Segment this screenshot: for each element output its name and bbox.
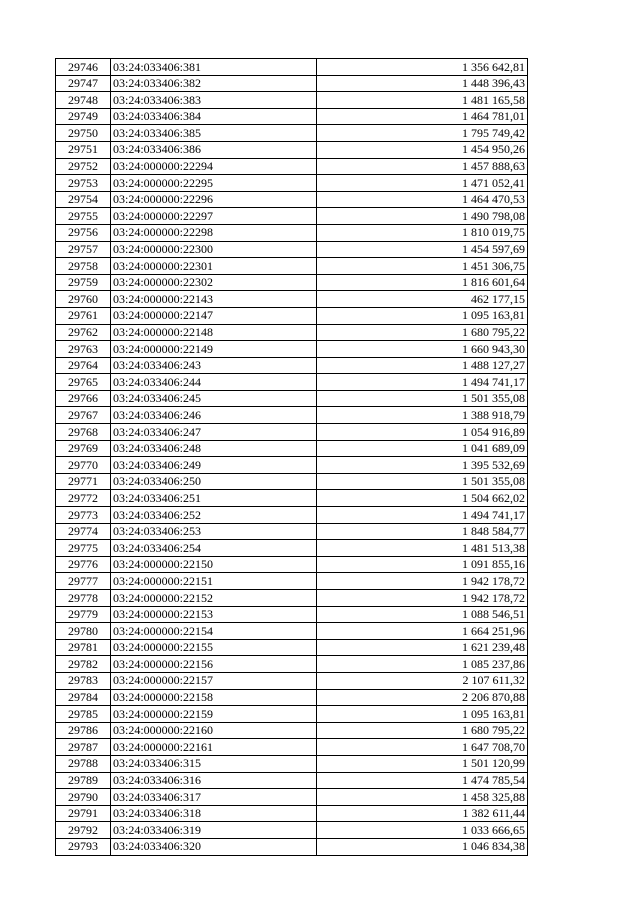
cadastral-value-cell: 1 680 795,22 (317, 324, 528, 341)
cadastral-value-cell: 1 474 785,54 (317, 772, 528, 789)
cadastral-number-cell: 03:24:033406:318 (111, 805, 317, 822)
row-number-cell: 29772 (56, 490, 111, 507)
cadastral-value-cell: 1 382 611,44 (317, 805, 528, 822)
cadastral-number-cell: 03:24:000000:22302 (111, 274, 317, 291)
cadastral-value-cell: 1 088 546,51 (317, 606, 528, 623)
table-row (56, 75, 528, 92)
row-number-cell: 29793 (56, 838, 111, 855)
table-row (56, 722, 528, 739)
cadastral-value-table (55, 58, 528, 856)
cadastral-value-cell: 1 464 781,01 (317, 108, 528, 125)
row-number-cell: 29752 (56, 158, 111, 175)
row-number-cell: 29764 (56, 357, 111, 374)
table-row (56, 341, 528, 358)
cadastral-value-cell: 1 501 120,99 (317, 755, 528, 772)
cadastral-number-cell: 03:24:000000:22150 (111, 556, 317, 573)
cadastral-number-cell: 03:24:033406:247 (111, 424, 317, 441)
row-number-cell: 29789 (56, 772, 111, 789)
table-row (56, 258, 528, 275)
cadastral-value-cell: 1 481 165,58 (317, 92, 528, 109)
cadastral-number-cell: 03:24:000000:22155 (111, 639, 317, 656)
row-number-cell: 29751 (56, 141, 111, 158)
cadastral-value-cell: 1 095 163,81 (317, 706, 528, 723)
row-number-cell: 29781 (56, 639, 111, 656)
cadastral-number-cell: 03:24:000000:22154 (111, 623, 317, 640)
table-row (56, 407, 528, 424)
table-row (56, 623, 528, 640)
cadastral-number-cell: 03:24:033406:250 (111, 473, 317, 490)
cadastral-value-cell: 462 177,15 (317, 291, 528, 308)
cadastral-value-cell: 1 942 178,72 (317, 590, 528, 607)
table-row (56, 672, 528, 689)
row-number-cell: 29783 (56, 672, 111, 689)
cadastral-value-cell: 1 454 950,26 (317, 141, 528, 158)
cadastral-number-cell: 03:24:033406:386 (111, 141, 317, 158)
row-number-cell: 29757 (56, 241, 111, 258)
row-number-cell: 29790 (56, 789, 111, 806)
table-row (56, 274, 528, 291)
row-number-cell: 29774 (56, 523, 111, 540)
row-number-cell: 29768 (56, 424, 111, 441)
row-number-cell: 29760 (56, 291, 111, 308)
row-number-cell: 29753 (56, 175, 111, 192)
cadastral-number-cell: 03:24:033406:381 (111, 59, 317, 76)
cadastral-value-cell: 1 454 597,69 (317, 241, 528, 258)
row-number-cell: 29759 (56, 274, 111, 291)
cadastral-number-cell: 03:24:033406:244 (111, 374, 317, 391)
row-number-cell: 29771 (56, 473, 111, 490)
cadastral-value-cell: 1 848 584,77 (317, 523, 528, 540)
cadastral-number-cell: 03:24:033406:319 (111, 822, 317, 839)
table-row (56, 208, 528, 225)
row-number-cell: 29778 (56, 590, 111, 607)
table-row (56, 141, 528, 158)
row-number-cell: 29770 (56, 457, 111, 474)
table-row (56, 291, 528, 308)
cadastral-number-cell: 03:24:000000:22158 (111, 689, 317, 706)
table-row (56, 307, 528, 324)
row-number-cell: 29750 (56, 125, 111, 142)
cadastral-value-cell: 1 457 888,63 (317, 158, 528, 175)
table-row (56, 789, 528, 806)
cadastral-value-cell: 1 660 943,30 (317, 341, 528, 358)
row-number-cell: 29767 (56, 407, 111, 424)
row-number-cell: 29765 (56, 374, 111, 391)
cadastral-value-cell: 1 810 019,75 (317, 224, 528, 241)
row-number-cell: 29785 (56, 706, 111, 723)
table-row (56, 606, 528, 623)
cadastral-number-cell: 03:24:033406:245 (111, 390, 317, 407)
row-number-cell: 29775 (56, 540, 111, 557)
table-row (56, 573, 528, 590)
table-row (56, 324, 528, 341)
cadastral-value-cell: 1 501 355,08 (317, 473, 528, 490)
cadastral-number-cell: 03:24:000000:22148 (111, 324, 317, 341)
cadastral-number-cell: 03:24:033406:383 (111, 92, 317, 109)
cadastral-number-cell: 03:24:000000:22153 (111, 606, 317, 623)
cadastral-number-cell: 03:24:000000:22151 (111, 573, 317, 590)
cadastral-number-cell: 03:24:033406:243 (111, 357, 317, 374)
row-number-cell: 29784 (56, 689, 111, 706)
cadastral-value-cell: 1 091 855,16 (317, 556, 528, 573)
cadastral-number-cell: 03:24:000000:22143 (111, 291, 317, 308)
cadastral-number-cell: 03:24:000000:22300 (111, 241, 317, 258)
cadastral-number-cell: 03:24:033406:249 (111, 457, 317, 474)
cadastral-value-cell: 1 494 741,17 (317, 374, 528, 391)
cadastral-number-cell: 03:24:033406:251 (111, 490, 317, 507)
row-number-cell: 29761 (56, 307, 111, 324)
cadastral-value-cell: 1 395 532,69 (317, 457, 528, 474)
row-number-cell: 29776 (56, 556, 111, 573)
cadastral-value-cell: 1 664 251,96 (317, 623, 528, 640)
table-row (56, 424, 528, 441)
cadastral-number-cell: 03:24:000000:22160 (111, 722, 317, 739)
table-row (56, 175, 528, 192)
cadastral-number-cell: 03:24:033406:382 (111, 75, 317, 92)
cadastral-number-cell: 03:24:033406:315 (111, 755, 317, 772)
cadastral-value-cell: 1 647 708,70 (317, 739, 528, 756)
table-row (56, 241, 528, 258)
cadastral-value-cell: 1 816 601,64 (317, 274, 528, 291)
row-number-cell: 29763 (56, 341, 111, 358)
cadastral-number-cell: 03:24:000000:22156 (111, 656, 317, 673)
table-row (56, 59, 528, 76)
table-row (56, 490, 528, 507)
row-number-cell: 29791 (56, 805, 111, 822)
table-row (56, 125, 528, 142)
cadastral-number-cell: 03:24:000000:22147 (111, 307, 317, 324)
cadastral-value-cell: 1 085 237,86 (317, 656, 528, 673)
table-row (56, 440, 528, 457)
cadastral-value-cell: 1 356 642,81 (317, 59, 528, 76)
table-row (56, 656, 528, 673)
row-number-cell: 29787 (56, 739, 111, 756)
table-row (56, 838, 528, 855)
table-row (56, 639, 528, 656)
cadastral-number-cell: 03:24:000000:22294 (111, 158, 317, 175)
table-row (56, 457, 528, 474)
row-number-cell: 29762 (56, 324, 111, 341)
row-number-cell: 29754 (56, 191, 111, 208)
table-row (56, 374, 528, 391)
table-row (56, 805, 528, 822)
row-number-cell: 29748 (56, 92, 111, 109)
cadastral-number-cell: 03:24:033406:253 (111, 523, 317, 540)
cadastral-value-cell: 1 504 662,02 (317, 490, 528, 507)
row-number-cell: 29749 (56, 108, 111, 125)
cadastral-number-cell: 03:24:033406:254 (111, 540, 317, 557)
cadastral-number-cell: 03:24:033406:316 (111, 772, 317, 789)
row-number-cell: 29766 (56, 390, 111, 407)
row-number-cell: 29758 (56, 258, 111, 275)
cadastral-value-cell: 1 680 795,22 (317, 722, 528, 739)
cadastral-number-cell: 03:24:033406:248 (111, 440, 317, 457)
table-row (56, 224, 528, 241)
cadastral-value-cell: 1 481 513,38 (317, 540, 528, 557)
table-row (56, 507, 528, 524)
table-row (56, 772, 528, 789)
cadastral-number-cell: 03:24:000000:22297 (111, 208, 317, 225)
row-number-cell: 29746 (56, 59, 111, 76)
row-number-cell: 29756 (56, 224, 111, 241)
cadastral-number-cell: 03:24:000000:22301 (111, 258, 317, 275)
table-row (56, 822, 528, 839)
cadastral-value-cell: 1 471 052,41 (317, 175, 528, 192)
table-row (56, 590, 528, 607)
cadastral-number-cell: 03:24:033406:317 (111, 789, 317, 806)
cadastral-value-cell: 1 095 163,81 (317, 307, 528, 324)
cadastral-number-cell: 03:24:000000:22149 (111, 341, 317, 358)
table-row (56, 755, 528, 772)
cadastral-value-cell: 1 448 396,43 (317, 75, 528, 92)
table-row (56, 523, 528, 540)
cadastral-value-cell: 1 501 355,08 (317, 390, 528, 407)
table-row (56, 706, 528, 723)
cadastral-number-cell: 03:24:000000:22159 (111, 706, 317, 723)
table-row (56, 158, 528, 175)
table-row (56, 357, 528, 374)
row-number-cell: 29777 (56, 573, 111, 590)
cadastral-value-cell: 1 490 798,08 (317, 208, 528, 225)
cadastral-number-cell: 03:24:033406:246 (111, 407, 317, 424)
table-row (56, 739, 528, 756)
cadastral-value-cell: 1 795 749,42 (317, 125, 528, 142)
table-row (56, 689, 528, 706)
cadastral-number-cell: 03:24:000000:22295 (111, 175, 317, 192)
row-number-cell: 29773 (56, 507, 111, 524)
cadastral-value-cell: 1 041 689,09 (317, 440, 528, 457)
cadastral-number-cell: 03:24:033406:252 (111, 507, 317, 524)
cadastral-number-cell: 03:24:033406:385 (111, 125, 317, 142)
row-number-cell: 29782 (56, 656, 111, 673)
table-row (56, 556, 528, 573)
row-number-cell: 29747 (56, 75, 111, 92)
row-number-cell: 29788 (56, 755, 111, 772)
table-row (56, 92, 528, 109)
cadastral-number-cell: 03:24:000000:22296 (111, 191, 317, 208)
row-number-cell: 29792 (56, 822, 111, 839)
cadastral-number-cell: 03:24:000000:22157 (111, 672, 317, 689)
cadastral-value-cell: 1 388 918,79 (317, 407, 528, 424)
row-number-cell: 29779 (56, 606, 111, 623)
row-number-cell: 29786 (56, 722, 111, 739)
table-row (56, 108, 528, 125)
cadastral-number-cell: 03:24:000000:22298 (111, 224, 317, 241)
cadastral-value-cell: 2 206 870,88 (317, 689, 528, 706)
table-row (56, 540, 528, 557)
cadastral-number-cell: 03:24:000000:22161 (111, 739, 317, 756)
cadastral-value-cell: 1 054 916,89 (317, 424, 528, 441)
cadastral-number-cell: 03:24:033406:320 (111, 838, 317, 855)
cadastral-value-cell: 1 621 239,48 (317, 639, 528, 656)
cadastral-number-cell: 03:24:000000:22152 (111, 590, 317, 607)
cadastral-value-cell: 1 942 178,72 (317, 573, 528, 590)
table-row (56, 390, 528, 407)
cadastral-value-cell: 1 033 666,65 (317, 822, 528, 839)
cadastral-value-cell: 1 464 470,53 (317, 191, 528, 208)
row-number-cell: 29769 (56, 440, 111, 457)
cadastral-value-cell: 1 494 741,17 (317, 507, 528, 524)
cadastral-value-cell: 1 451 306,75 (317, 258, 528, 275)
table-row (56, 191, 528, 208)
cadastral-value-cell: 1 488 127,27 (317, 357, 528, 374)
row-number-cell: 29780 (56, 623, 111, 640)
cadastral-number-cell: 03:24:033406:384 (111, 108, 317, 125)
cadastral-value-cell: 2 107 611,32 (317, 672, 528, 689)
cadastral-value-cell: 1 458 325,88 (317, 789, 528, 806)
row-number-cell: 29755 (56, 208, 111, 225)
table-body (56, 59, 528, 856)
table-row (56, 473, 528, 490)
cadastral-value-cell: 1 046 834,38 (317, 838, 528, 855)
